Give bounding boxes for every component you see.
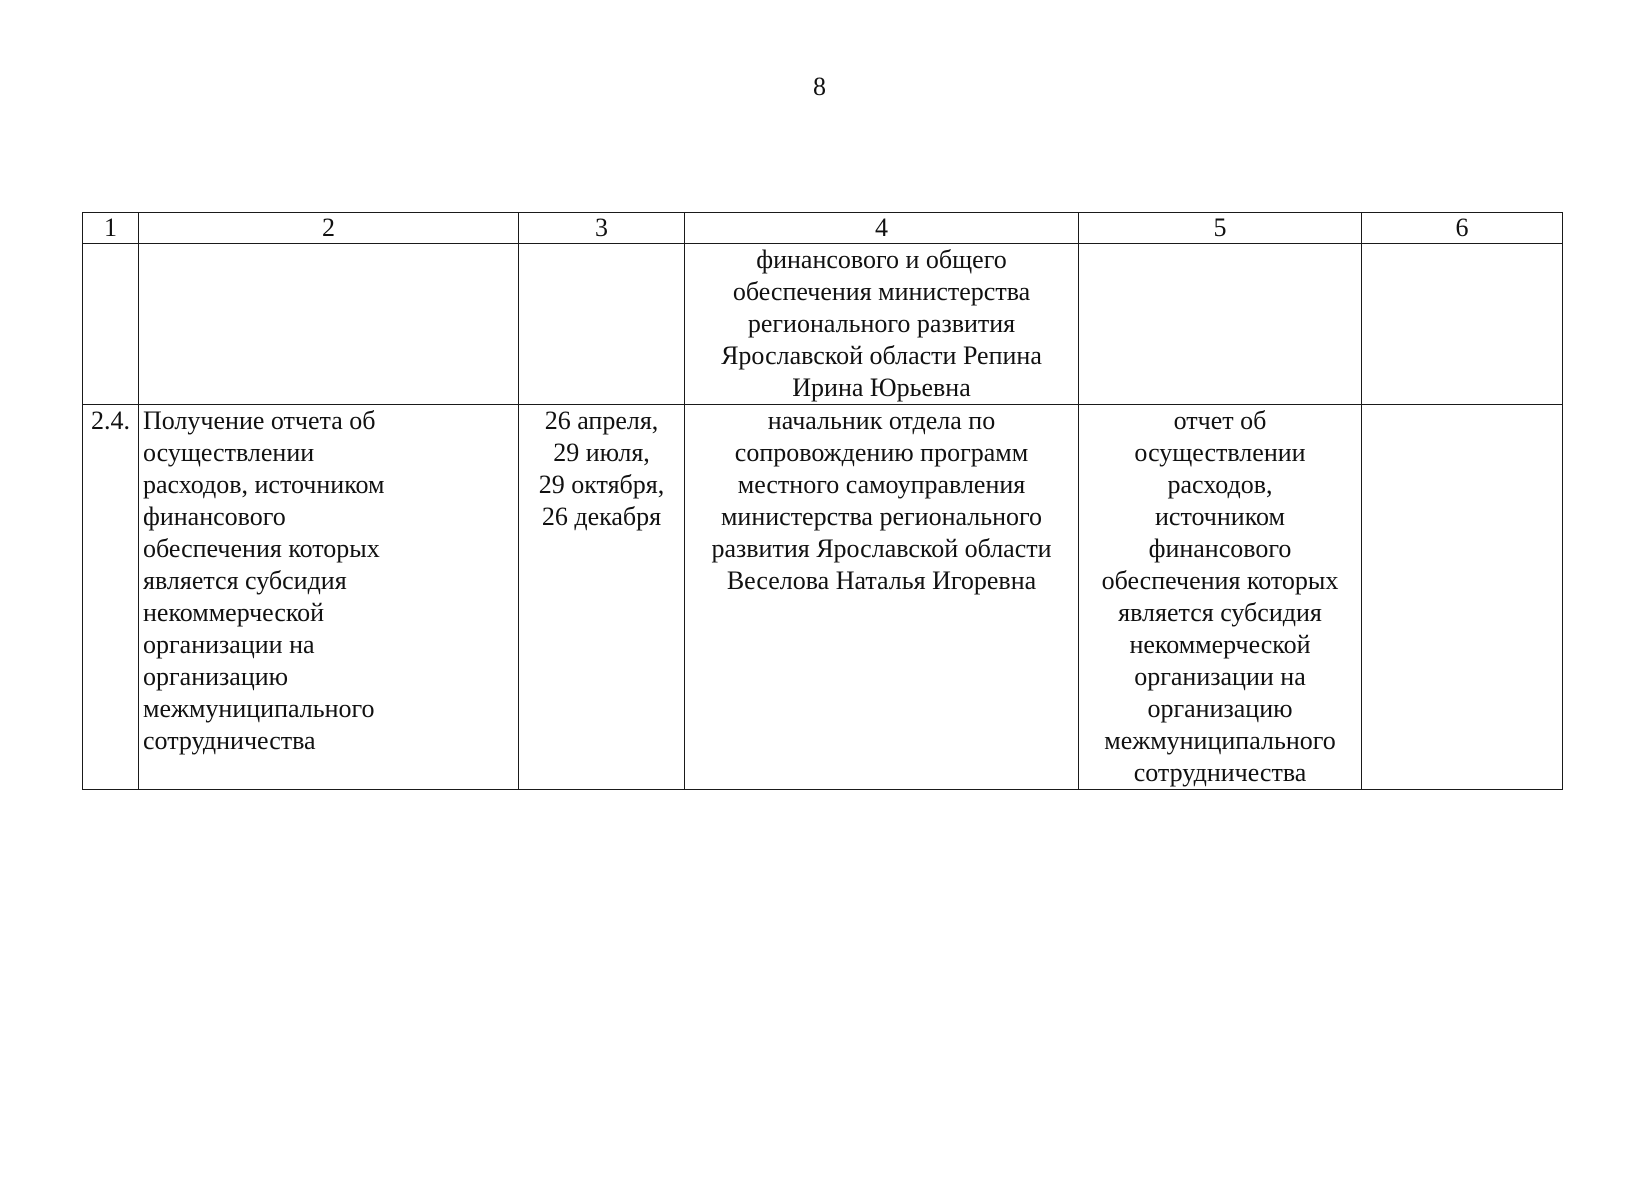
cell-line: финансового [1148,534,1292,563]
cell-line: обеспечения министерства [732,277,1031,306]
column-number-4: 4 [685,213,1079,244]
cell-line: Получение отчета об [143,406,376,435]
cell-line: является субсидия [143,566,347,595]
cell-line: межмуниципального [143,694,375,723]
cell-line: Веселова Наталья Игоревна [726,566,1037,595]
cell-line: 29 октября, [538,470,665,499]
table-header-row [83,213,1563,244]
row-number: 2.4. [83,405,139,790]
table-row [83,244,1563,405]
cell-line: регионального развития [747,309,1016,338]
cell-line: 26 декабря [541,502,662,531]
cell-line: сопровождению программ [734,438,1029,467]
notes-cell [1362,405,1563,790]
column-number-3: 3 [519,213,685,244]
cell-line: Ирина Юрьевна [792,373,971,402]
cell-line: осуществлении [143,438,315,467]
cell-line: местного самоуправления [737,470,1026,499]
cell-line: сотрудничества [1133,758,1307,787]
table-row [83,405,1563,790]
cell-line: расходов, [1167,470,1273,499]
cell-line: развития Ярославской области [711,534,1052,563]
cell-line: отчет об [1173,406,1267,435]
cell-line: 26 апреля, [544,406,659,435]
schedule-table [82,212,1563,790]
cell-line: организации на [1134,662,1306,691]
page-number: 8 [813,72,826,101]
cell-empty [139,244,519,405]
cell-line: обеспечения которых [1101,566,1339,595]
cell-line: источником [1155,502,1285,531]
cell-line: обеспечения которых [143,534,380,563]
column-number-6: 6 [1362,213,1563,244]
cell-line: является субсидия [1118,598,1322,627]
cell-line: организацию [1147,694,1293,723]
result-cell [1079,405,1362,790]
cell-line: министерства регионального [720,502,1043,531]
cell-line: финансового и общего [756,245,1007,274]
cell-line: организацию [143,662,289,691]
responsible-person-cell [685,405,1079,790]
cell-line: организации на [143,630,315,659]
cell-empty [1079,244,1362,405]
cell-line: сотрудничества [143,726,316,755]
cell-line: межмуниципального [1104,726,1336,755]
cell-line: некоммерческой [143,598,325,627]
cell-line: некоммерческой [1129,630,1311,659]
cell-empty [83,244,139,405]
cell-line: осуществлении [1134,438,1306,467]
cell-line: финансового [143,502,286,531]
column-number-5: 5 [1079,213,1362,244]
column-number-2: 2 [139,213,519,244]
deadline-cell [519,405,685,790]
cell-line: начальник отдела по [767,406,996,435]
activity-cell [139,405,519,790]
cell-line: расходов, источником [143,470,385,499]
cell-empty [519,244,685,405]
cell-line: Ярославской области Репина [721,341,1042,370]
responsible-person-cell [685,244,1079,405]
cell-empty [1362,244,1563,405]
cell-line: 29 июля, [553,438,650,467]
column-number-1: 1 [83,213,139,244]
